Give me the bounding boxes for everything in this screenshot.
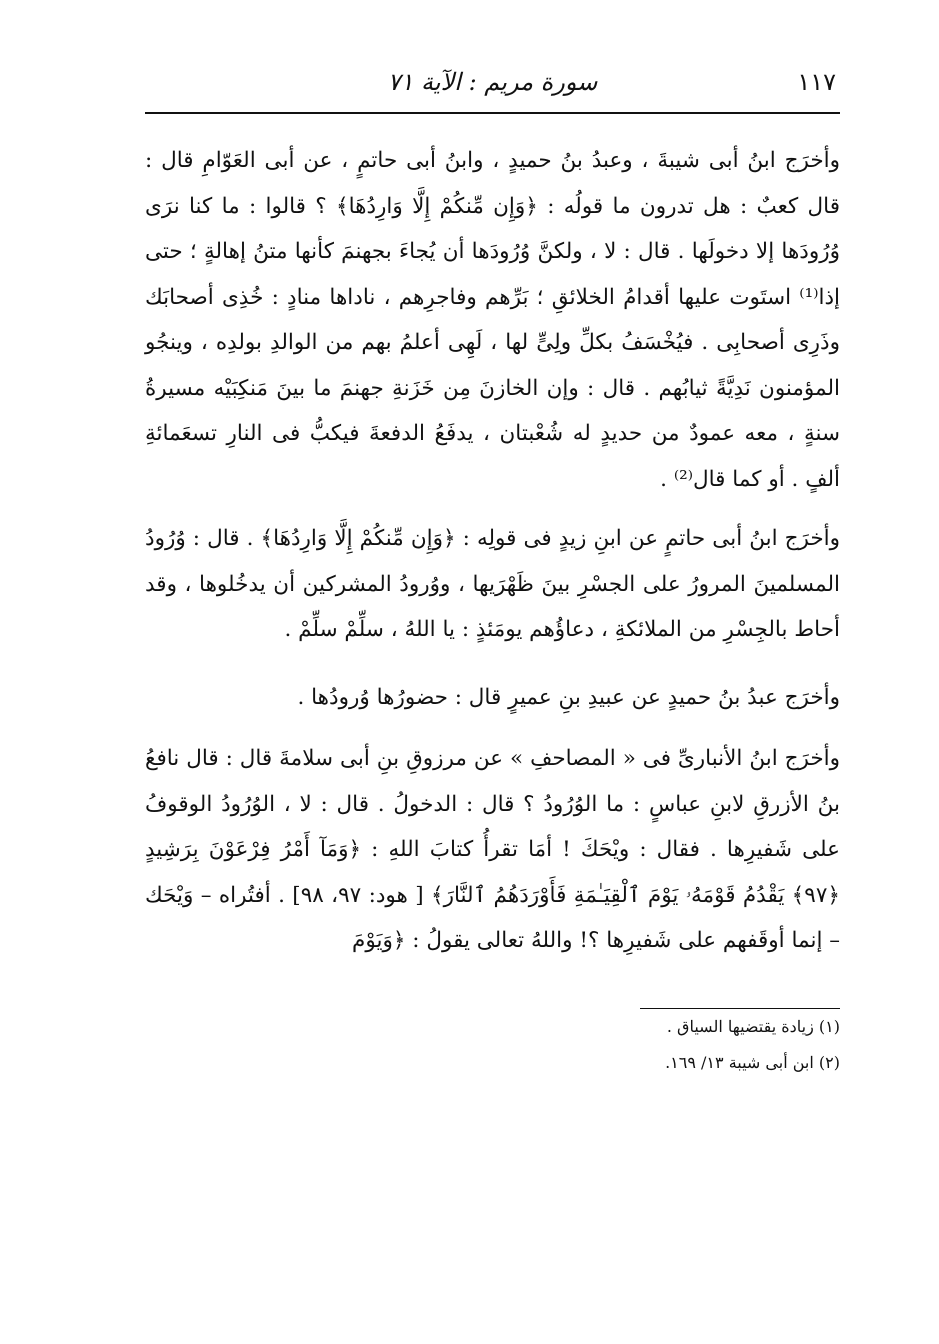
paragraph-2: وأخرَج ابنُ أبى حاتمٍ عن ابنِ زيدٍ فى قولِه : ﴿وَإِن مِّنكُمْ إِلَّا وَارِدُهَا﴾ . قال : وُرُودُ المسلمينَ المرورُ على الجسْرِ بينَ ظَهْرَيها ، ووُرودُ المشركين أن يدخُلوها ، وقد أحاط بالجِسْرِ من الملائكةِ ، دعاؤُهم يومَئذٍ : يا اللهُ ، سلِّمْ سلِّمْ . bbox=[145, 526, 840, 642]
paragraph-1: وأخرَج ابنُ أبى شيبةَ ، وعبدُ بنُ حميدٍ ، وابنُ أبى حاتمٍ ، عن أبى العَوّامِ قال : قال كعبٌ : هل تدرون ما قولُه : ﴿وَإِن مِّنكُمْ إِلَّا وَارِدُهَا﴾ ؟ قالوا : ما كنا نرَى وُرُودَها إلا دخولَها . قال : لا ، ولكنَّ وُرُودَها أن يُجاءَ بجهنمَ كأنها متنُ إهالةٍ ؛ حتى إذا⁽¹⁾ استَوت عليها أقدامُ الخلائقِ ؛ بَرِّهم وفاجرِهم ، ناداها منادٍ : خُذِى أصحابَك وذَرِى أصحابِى . فيُخْسَفُ بكلِّ ولِىٍّ لها ، لَهِى أعلمُ بهم من الوالدِ بولدِه ، وينجُو المؤمنون نَدِيَّةً ثيابُهم . قال : وإن الخازنَ مِن خَزَنةِ جهنمَ ما بينَ مَنكِبَيْه مسيرةُ سنةٍ ، معه عمودٌ من حديدٍ له شُعْبتان ، يدفَعُ الدفعةَ فيكبُّ فى النارِ تسعَمائةِ ألفٍ . أو كما قال⁽²⁾ . bbox=[145, 148, 840, 492]
page bbox=[145, 62, 840, 1081]
header-rule bbox=[145, 112, 840, 114]
running-header bbox=[145, 62, 840, 112]
main-text bbox=[145, 138, 840, 964]
paragraph-3: وأخرَج عبدُ بنُ حميدٍ عن عبيدِ بنِ عميرٍ قال : حضورُها وُرودُها . bbox=[297, 684, 840, 710]
running-title: سورة مريم : الآية ٧١ bbox=[387, 68, 598, 96]
page-number: ١١٧ bbox=[797, 68, 836, 96]
footnote-1: (١) زيادة يقتضيها السياق . bbox=[666, 1016, 840, 1036]
footnote-2: (٢) ابن أبى شيبة ١٣/ ١٦٩. bbox=[665, 1052, 840, 1072]
paragraph-4: وأخرَج ابنُ الأنبارىِّ فى « المصاحفِ » عن مرزوقِ بنِ أبى سلامةَ قال : قال نافعُ بنُ الأزرقِ لابنِ عباسٍ : ما الوُرُودُ ؟ قال : الدخولُ . قال : لا ، الوُرُودُ الوقوفُ على شَفيرِها . فقال : ويْحَكَ ! أمَا تقرأُ كتابَ اللهِ : ﴿وَمَآ أَمْرُ فِرْعَوْنَ بِرَشِيدٍ ﴿٩٧﴾ يَقْدُمُ قَوْمَهُۥ يَوْمَ ٱلْقِيَـٰمَةِ فَأَوْرَدَهُمُ ٱلنَّارَ﴾ [ هود: ٩٧، ٩٨] . أفتُراه – وَيْحَك – إنما أوقَفهم على شَفيرِها ؟! واللهُ تعالى يقولُ : ﴿وَيَوْمَ bbox=[145, 746, 841, 953]
